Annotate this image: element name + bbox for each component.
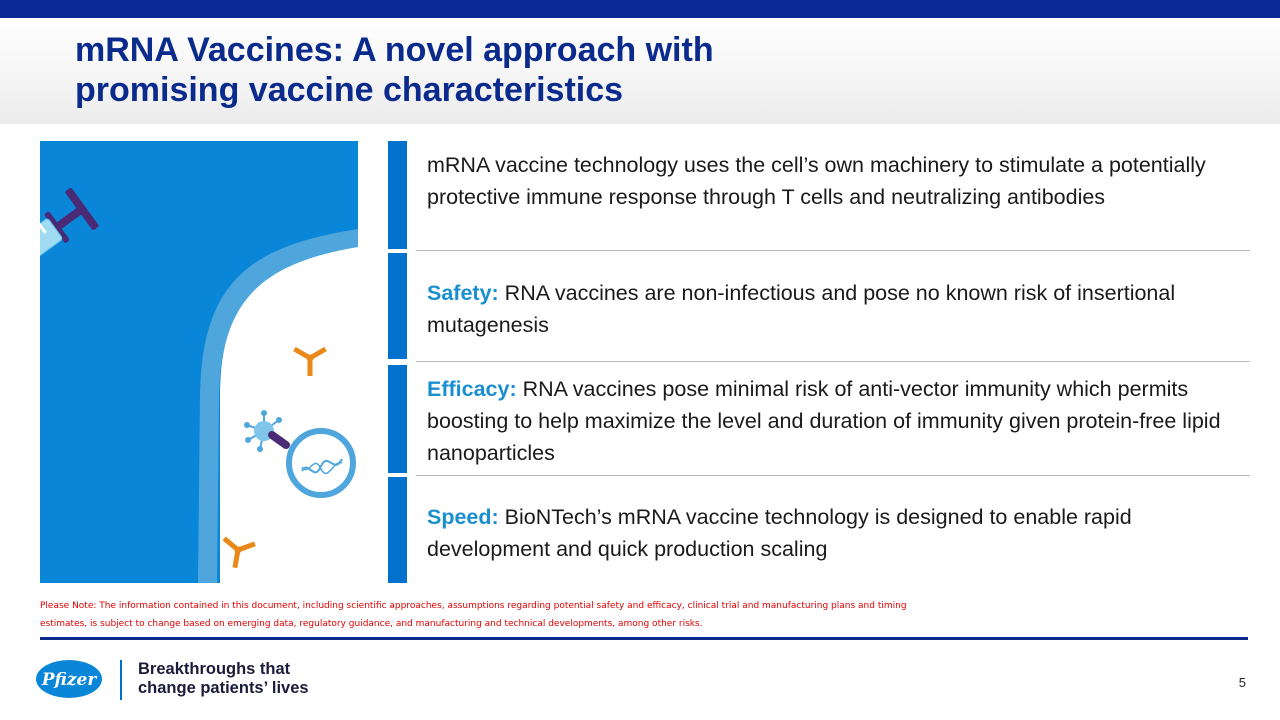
tagline-line-1: Breakthroughs that bbox=[138, 660, 291, 678]
top-band bbox=[0, 0, 1280, 18]
row-safety bbox=[388, 253, 1250, 363]
row-accent-bar bbox=[388, 253, 407, 359]
slide-title-line-1: mRNA Vaccines: A novel approach with bbox=[75, 31, 714, 69]
disclaimer-note bbox=[40, 597, 1140, 633]
row-lead: Efficacy: bbox=[427, 377, 517, 401]
row-lead: Speed: bbox=[427, 505, 499, 529]
row-text bbox=[427, 501, 1227, 565]
tagline bbox=[138, 660, 309, 698]
row-body: RNA vaccines pose minimal risk of anti-vector immunity which permits boosting to help maximize the level and duration of immunity given protein-free lipid nanoparticles bbox=[427, 377, 1221, 465]
row-intro bbox=[388, 141, 1250, 251]
pfizer-logo bbox=[34, 658, 104, 700]
pfizer-logo-text: Pfizer bbox=[41, 670, 97, 690]
tagline-line-2: change patients’ lives bbox=[138, 679, 309, 697]
slide-title-line-2: promising vaccine characteristics bbox=[75, 71, 624, 109]
row-text bbox=[427, 373, 1227, 469]
row-divider bbox=[416, 250, 1250, 251]
row-efficacy bbox=[388, 365, 1250, 477]
content-rows bbox=[388, 141, 1250, 583]
row-accent-bar bbox=[388, 477, 407, 583]
row-body: RNA vaccines are non-infectious and pose no known risk of insertional mutagenesis bbox=[427, 281, 1176, 337]
row-text bbox=[427, 277, 1227, 341]
row-accent-bar bbox=[388, 365, 407, 473]
row-divider bbox=[416, 475, 1250, 476]
row-body: BioNTech’s mRNA vaccine technology is designed to enable rapid development and quick production scaling bbox=[427, 505, 1132, 561]
row-body: mRNA vaccine technology uses the cell’s own machinery to stimulate a potentially protective immune response through T cells and neutralizing antibodies bbox=[427, 153, 1206, 209]
slide-title bbox=[75, 30, 975, 110]
footer-divider bbox=[120, 660, 122, 700]
disclaimer-line-2: estimates, is subject to change based on emerging data, regulatory guidance, and manufacturing and technical developments, among other risks. bbox=[40, 619, 703, 629]
row-speed bbox=[388, 477, 1250, 583]
row-divider bbox=[416, 361, 1250, 362]
row-lead: Safety: bbox=[427, 281, 499, 305]
footer-rule bbox=[40, 637, 1248, 640]
row-accent-bar bbox=[388, 141, 407, 249]
vaccine-illustration bbox=[40, 141, 358, 583]
row-text bbox=[427, 149, 1227, 213]
mrna-strand-icon bbox=[289, 431, 353, 495]
page-number: 5 bbox=[1238, 675, 1246, 690]
disclaimer-line-1: Please Note: The information contained in this document, including scientific approaches, assumptions regarding potential safety and efficacy, clinical trial and manufacturing plans and timing bbox=[40, 601, 907, 611]
